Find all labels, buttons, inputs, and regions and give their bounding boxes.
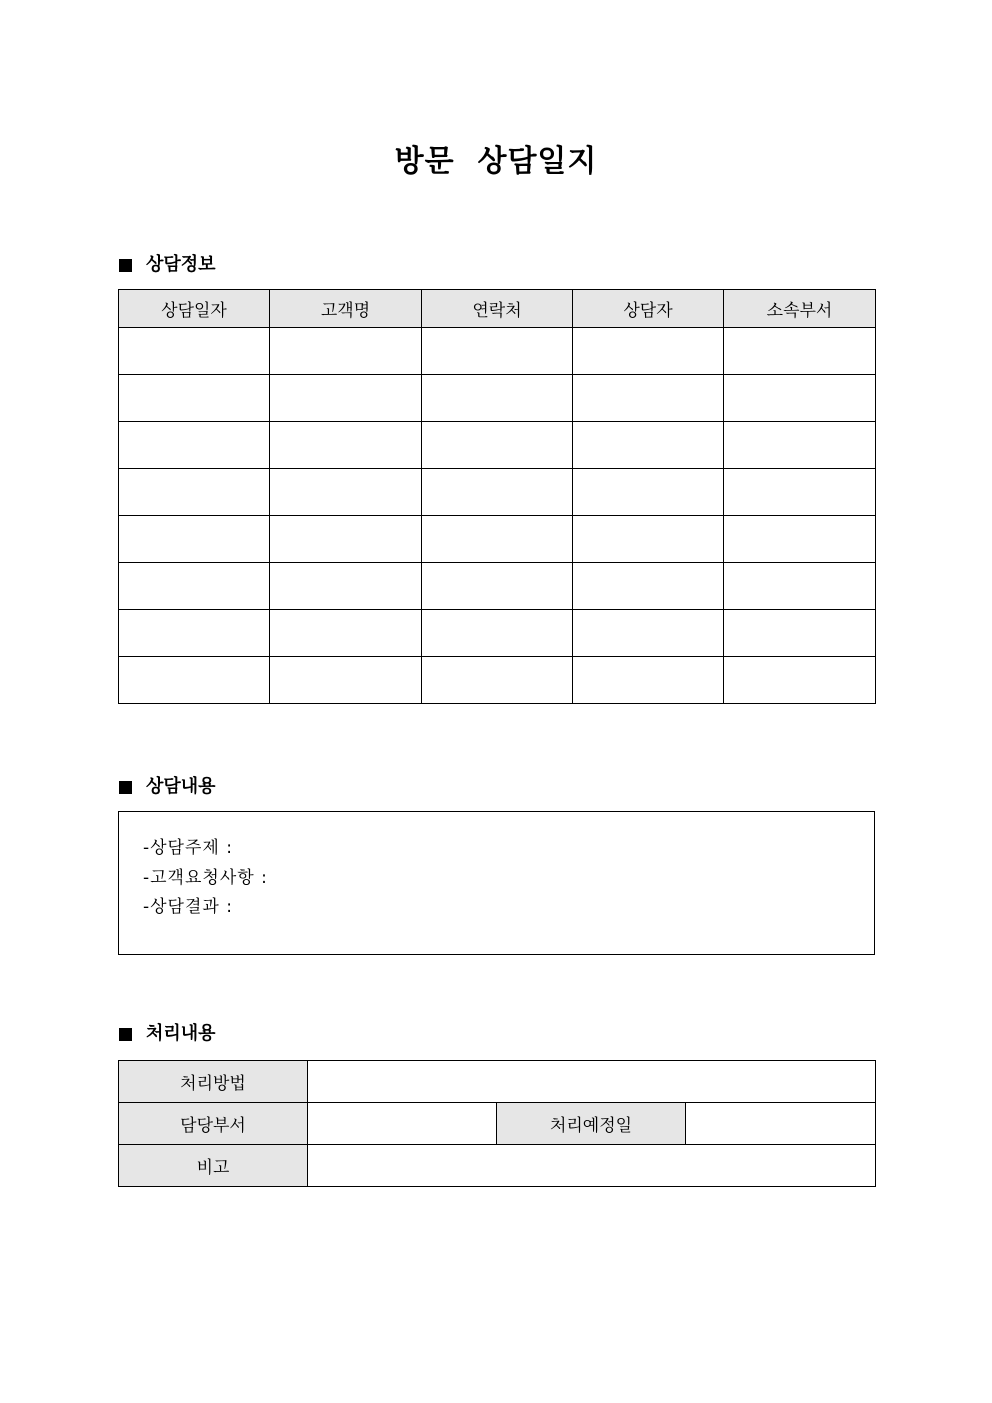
table-cell[interactable] (573, 516, 724, 563)
section-heading-info (119, 253, 216, 277)
table-cell[interactable] (119, 657, 270, 704)
column-header-contact: 연락처 (422, 290, 573, 328)
table-row (119, 1103, 876, 1145)
table-cell[interactable] (573, 375, 724, 422)
table-cell[interactable] (724, 610, 876, 657)
table-cell[interactable] (270, 610, 422, 657)
table-row (119, 469, 876, 516)
table-cell[interactable] (422, 610, 573, 657)
square-bullet-icon (119, 1028, 132, 1041)
table-cell[interactable] (119, 328, 270, 375)
table-cell[interactable] (573, 657, 724, 704)
table-cell[interactable] (422, 516, 573, 563)
table-cell[interactable] (270, 563, 422, 610)
table-cell[interactable] (422, 469, 573, 516)
table-cell[interactable] (724, 328, 876, 375)
table-cell[interactable] (573, 563, 724, 610)
table-row (119, 516, 876, 563)
method-label: 처리방법 (119, 1061, 308, 1103)
content-line-request: -고객요청사항 : (143, 868, 268, 888)
table-cell[interactable] (119, 375, 270, 422)
table-cell[interactable] (724, 422, 876, 469)
table-cell[interactable] (422, 375, 573, 422)
column-header-customer: 고객명 (270, 290, 422, 328)
table-cell[interactable] (724, 516, 876, 563)
table-cell[interactable] (422, 422, 573, 469)
table-cell[interactable] (270, 657, 422, 704)
method-field[interactable] (308, 1061, 876, 1103)
table-header-row (119, 290, 876, 328)
table-cell[interactable] (270, 516, 422, 563)
table-cell[interactable] (270, 422, 422, 469)
table-row (119, 657, 876, 704)
table-cell[interactable] (119, 610, 270, 657)
table-row (119, 375, 876, 422)
table-cell[interactable] (724, 469, 876, 516)
section-heading-label: 상담정보 (146, 254, 216, 275)
department-label: 담당부서 (119, 1103, 308, 1145)
column-header-counselor: 상담자 (573, 290, 724, 328)
table-cell[interactable] (573, 422, 724, 469)
table-cell[interactable] (270, 328, 422, 375)
table-cell[interactable] (270, 469, 422, 516)
table-cell[interactable] (422, 563, 573, 610)
column-header-department: 소속부서 (724, 290, 876, 328)
table-cell[interactable] (119, 469, 270, 516)
page-title: 방문 상담일지 (394, 144, 598, 179)
table-cell[interactable] (724, 375, 876, 422)
due-date-field[interactable] (686, 1103, 876, 1145)
square-bullet-icon (119, 781, 132, 794)
table-cell[interactable] (119, 516, 270, 563)
column-header-date: 상담일자 (119, 290, 270, 328)
table-cell[interactable] (119, 422, 270, 469)
table-row (119, 1061, 876, 1103)
square-bullet-icon (119, 259, 132, 272)
consultation-info-table (118, 289, 876, 704)
table-cell[interactable] (270, 375, 422, 422)
due-date-label: 처리예정일 (497, 1103, 686, 1145)
table-row (119, 422, 876, 469)
table-cell[interactable] (119, 563, 270, 610)
table-cell[interactable] (724, 563, 876, 610)
table-row (119, 610, 876, 657)
content-line-topic: -상담주제 : (143, 838, 233, 858)
content-line-result: -상담결과 : (143, 897, 233, 917)
process-table (118, 1060, 876, 1187)
table-cell[interactable] (724, 657, 876, 704)
table-cell[interactable] (573, 610, 724, 657)
section-heading-label: 처리내용 (146, 1023, 216, 1044)
remarks-label: 비고 (119, 1145, 308, 1187)
table-cell[interactable] (573, 328, 724, 375)
table-cell[interactable] (573, 469, 724, 516)
table-cell[interactable] (422, 657, 573, 704)
table-cell[interactable] (422, 328, 573, 375)
department-field[interactable] (308, 1103, 497, 1145)
table-row (119, 563, 876, 610)
section-heading-process (119, 1022, 216, 1046)
section-heading-content (119, 775, 216, 799)
remarks-field[interactable] (308, 1145, 876, 1187)
consultation-content-box[interactable] (118, 811, 875, 955)
table-row (119, 328, 876, 375)
table-row (119, 1145, 876, 1187)
section-heading-label: 상담내용 (146, 776, 216, 797)
